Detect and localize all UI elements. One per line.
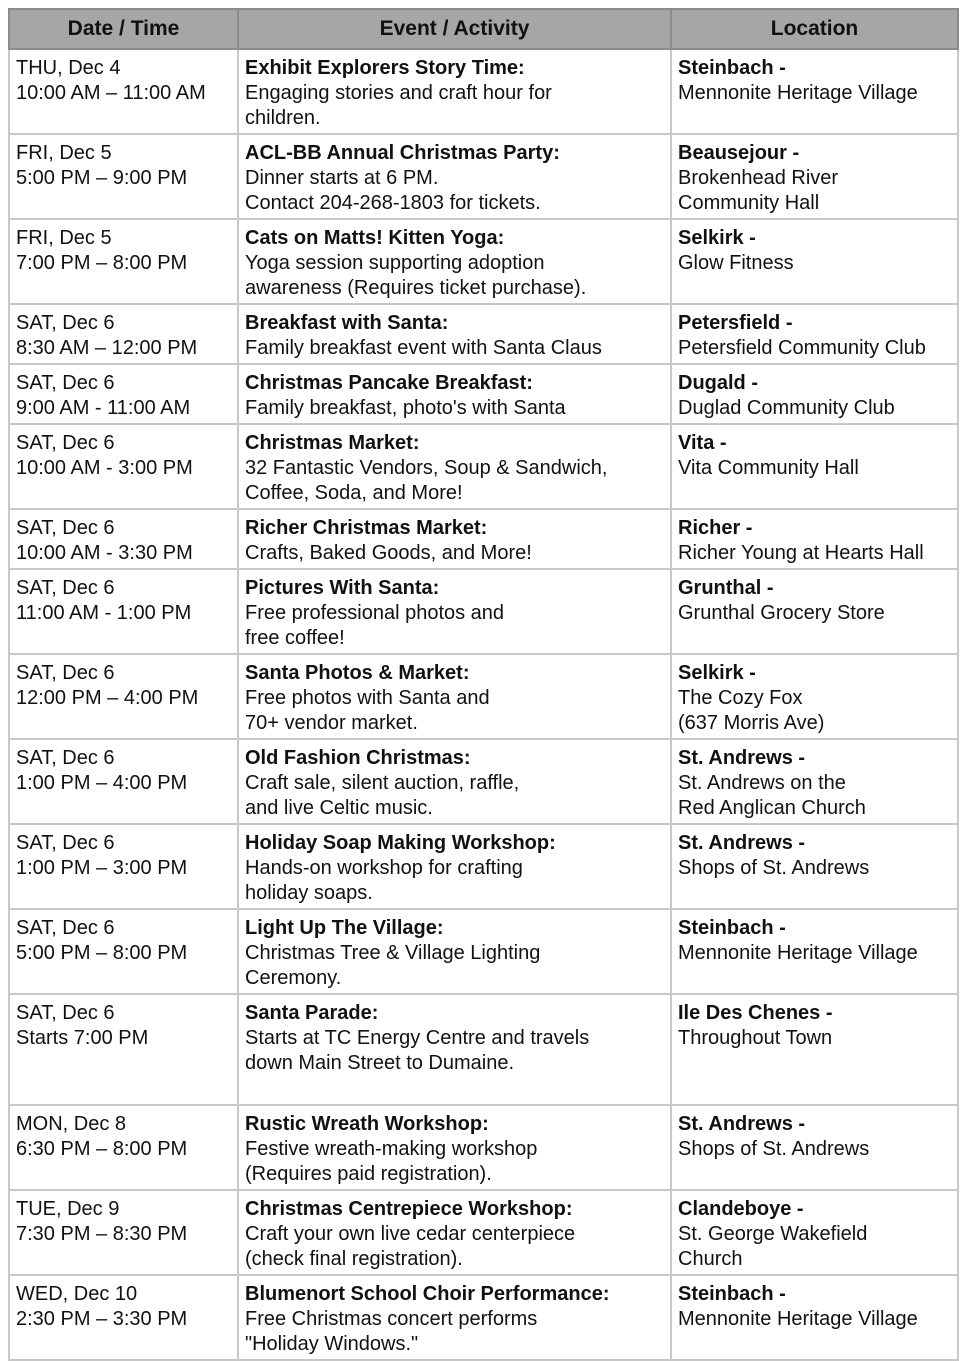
table-row	[9, 134, 958, 219]
event-day: SAT, Dec 6	[16, 312, 115, 334]
date-time-cell	[9, 364, 238, 424]
event-description: Starts at TC Energy Centre and travels down Main Street to Dumaine.	[245, 1027, 590, 1074]
event-cell	[238, 424, 671, 509]
event-cell	[238, 1275, 671, 1360]
location-venue: Shops of St. Andrews	[678, 857, 870, 879]
location-venue: Mennonite Heritage Village	[678, 1308, 918, 1330]
event-day: SAT, Dec 6	[16, 662, 115, 684]
event-time: 1:00 PM – 4:00 PM	[16, 772, 188, 794]
location-cell	[671, 569, 958, 654]
event-day: SAT, Dec 6	[16, 372, 115, 394]
event-title: ACL-BB Annual Christmas Party:	[245, 142, 560, 164]
event-title: Christmas Market:	[245, 432, 420, 454]
event-cell	[238, 654, 671, 739]
header-location: Location	[671, 9, 958, 49]
event-cell	[238, 824, 671, 909]
event-day: SAT, Dec 6	[16, 747, 115, 769]
events-body	[9, 49, 958, 1360]
event-cell	[238, 994, 671, 1105]
location-town: Ile Des Chenes -	[678, 1002, 833, 1024]
event-day: THU, Dec 4	[16, 57, 121, 79]
event-time: 7:30 PM – 8:30 PM	[16, 1223, 188, 1245]
table-row	[9, 49, 958, 134]
table-row	[9, 739, 958, 824]
location-venue: The Cozy Fox (637 Morris Ave)	[678, 687, 825, 734]
header-event-activity: Event / Activity	[238, 9, 671, 49]
event-day: WED, Dec 10	[16, 1283, 138, 1305]
event-time: 10:00 AM – 11:00 AM	[16, 82, 206, 104]
event-title: Breakfast with Santa:	[245, 312, 449, 334]
date-time-cell	[9, 994, 238, 1105]
location-venue: St. Andrews on the Red Anglican Church	[678, 772, 866, 819]
event-description: Free professional photos and free coffee!	[245, 602, 505, 649]
location-cell	[671, 994, 958, 1105]
date-time-cell	[9, 1275, 238, 1360]
event-cell	[238, 909, 671, 994]
location-cell	[671, 219, 958, 304]
table-row	[9, 424, 958, 509]
table-row	[9, 364, 958, 424]
event-cell	[238, 739, 671, 824]
date-time-cell	[9, 654, 238, 739]
event-title: Richer Christmas Market:	[245, 517, 488, 539]
location-venue: St. George Wakefield Church	[678, 1223, 868, 1270]
event-cell	[238, 219, 671, 304]
event-title: Santa Parade:	[245, 1002, 379, 1024]
location-town: Dugald -	[678, 372, 758, 394]
event-description: Dinner starts at 6 PM. Contact 204-268-1803 for tickets.	[245, 167, 541, 214]
table-row	[9, 824, 958, 909]
table-row	[9, 569, 958, 654]
date-time-cell	[9, 824, 238, 909]
location-cell	[671, 509, 958, 569]
event-time: 11:00 AM - 1:00 PM	[16, 602, 192, 624]
header-row	[9, 9, 958, 49]
table-row	[9, 1190, 958, 1275]
location-cell	[671, 1105, 958, 1190]
location-venue: Shops of St. Andrews	[678, 1138, 870, 1160]
date-time-cell	[9, 1190, 238, 1275]
location-town: Steinbach -	[678, 917, 786, 939]
date-time-cell	[9, 1105, 238, 1190]
event-description: Craft your own live cedar centerpiece (check final registration).	[245, 1223, 576, 1270]
table-row	[9, 909, 958, 994]
events-table	[8, 8, 959, 1361]
date-time-cell	[9, 134, 238, 219]
event-time: 7:00 PM – 8:00 PM	[16, 252, 188, 274]
location-cell	[671, 824, 958, 909]
event-cell	[238, 1105, 671, 1190]
event-time: 10:00 AM - 3:30 PM	[16, 542, 193, 564]
event-day: SAT, Dec 6	[16, 917, 115, 939]
event-day: SAT, Dec 6	[16, 432, 115, 454]
event-cell	[238, 49, 671, 134]
location-venue: Brokenhead River Community Hall	[678, 167, 839, 214]
event-cell	[238, 134, 671, 219]
date-time-cell	[9, 509, 238, 569]
location-town: Petersfield -	[678, 312, 793, 334]
location-cell	[671, 739, 958, 824]
event-description: Craft sale, silent auction, raffle, and live Celtic music.	[245, 772, 520, 819]
location-cell	[671, 1275, 958, 1360]
location-cell	[671, 909, 958, 994]
event-time: 8:30 AM – 12:00 PM	[16, 337, 198, 359]
event-title: Christmas Centrepiece Workshop:	[245, 1198, 573, 1220]
date-time-cell	[9, 49, 238, 134]
location-cell	[671, 304, 958, 364]
event-description: Free Christmas concert performs "Holiday Windows."	[245, 1308, 538, 1355]
event-title: Cats on Matts! Kitten Yoga:	[245, 227, 505, 249]
location-venue: Mennonite Heritage Village	[678, 82, 918, 104]
location-town: Grunthal -	[678, 577, 774, 599]
event-cell	[238, 364, 671, 424]
event-description: Festive wreath-making workshop (Requires paid registration).	[245, 1138, 538, 1185]
event-title: Rustic Wreath Workshop:	[245, 1113, 489, 1135]
event-time: 1:00 PM – 3:00 PM	[16, 857, 188, 879]
event-day: MON, Dec 8	[16, 1113, 127, 1135]
event-time: 6:30 PM – 8:00 PM	[16, 1138, 188, 1160]
event-description: Crafts, Baked Goods, and More!	[245, 542, 532, 564]
event-cell	[238, 569, 671, 654]
table-row	[9, 509, 958, 569]
event-title: Light Up The Village:	[245, 917, 444, 939]
event-day: SAT, Dec 6	[16, 832, 115, 854]
location-venue: Grunthal Grocery Store	[678, 602, 885, 624]
event-cell	[238, 304, 671, 364]
event-day: SAT, Dec 6	[16, 517, 115, 539]
date-time-cell	[9, 739, 238, 824]
date-time-cell	[9, 219, 238, 304]
location-venue: Mennonite Heritage Village	[678, 942, 918, 964]
table-row	[9, 1275, 958, 1360]
table-row	[9, 1105, 958, 1190]
location-cell	[671, 134, 958, 219]
location-town: Vita -	[678, 432, 727, 454]
event-day: TUE, Dec 9	[16, 1198, 120, 1220]
date-time-cell	[9, 909, 238, 994]
location-venue: Glow Fitness	[678, 252, 794, 274]
location-town: Steinbach -	[678, 57, 786, 79]
event-time: Starts 7:00 PM	[16, 1027, 149, 1049]
event-description: Family breakfast, photo's with Santa	[245, 397, 566, 419]
location-town: Clandeboye -	[678, 1198, 804, 1220]
event-description: Christmas Tree & Village Lighting Ceremony.	[245, 942, 541, 989]
event-time: 2:30 PM – 3:30 PM	[16, 1308, 188, 1330]
location-town: St. Andrews -	[678, 1113, 806, 1135]
event-description: Free photos with Santa and 70+ vendor market.	[245, 687, 490, 734]
event-title: Santa Photos & Market:	[245, 662, 470, 684]
location-town: Beausejour -	[678, 142, 800, 164]
location-venue: Vita Community Hall	[678, 457, 859, 479]
event-time: 5:00 PM – 9:00 PM	[16, 167, 188, 189]
event-description: Family breakfast event with Santa Claus	[245, 337, 602, 359]
date-time-cell	[9, 424, 238, 509]
event-time: 10:00 AM - 3:00 PM	[16, 457, 193, 479]
event-time: 9:00 AM - 11:00 AM	[16, 397, 191, 419]
event-description: Engaging stories and craft hour for children.	[245, 82, 552, 129]
event-description: Hands-on workshop for crafting holiday soaps.	[245, 857, 523, 904]
location-venue: Throughout Town	[678, 1027, 833, 1049]
event-title: Exhibit Explorers Story Time:	[245, 57, 525, 79]
location-cell	[671, 654, 958, 739]
table-row	[9, 219, 958, 304]
event-day: SAT, Dec 6	[16, 1002, 115, 1024]
table-row	[9, 304, 958, 364]
location-town: Selkirk -	[678, 662, 756, 684]
event-title: Old Fashion Christmas:	[245, 747, 471, 769]
date-time-cell	[9, 304, 238, 364]
event-title: Holiday Soap Making Workshop:	[245, 832, 556, 854]
event-title: Blumenort School Choir Performance:	[245, 1283, 610, 1305]
location-town: Selkirk -	[678, 227, 756, 249]
location-town: St. Andrews -	[678, 832, 806, 854]
event-description: 32 Fantastic Vendors, Soup & Sandwich, Coffee, Soda, and More!	[245, 457, 608, 504]
event-cell	[238, 1190, 671, 1275]
location-town: Steinbach -	[678, 1283, 786, 1305]
date-time-cell	[9, 569, 238, 654]
event-description: Yoga session supporting adoption awareness (Requires ticket purchase).	[245, 252, 587, 299]
location-town: Richer -	[678, 517, 753, 539]
location-town: St. Andrews -	[678, 747, 806, 769]
location-venue: Petersfield Community Club	[678, 337, 926, 359]
event-time: 5:00 PM – 8:00 PM	[16, 942, 188, 964]
table-row	[9, 994, 958, 1105]
header-date-time: Date / Time	[9, 9, 238, 49]
event-title: Christmas Pancake Breakfast:	[245, 372, 533, 394]
event-day: FRI, Dec 5	[16, 227, 112, 249]
location-venue: Duglad Community Club	[678, 397, 895, 419]
event-day: SAT, Dec 6	[16, 577, 115, 599]
location-cell	[671, 1190, 958, 1275]
location-cell	[671, 424, 958, 509]
event-day: FRI, Dec 5	[16, 142, 112, 164]
location-venue: Richer Young at Hearts Hall	[678, 542, 924, 564]
event-cell	[238, 509, 671, 569]
location-cell	[671, 364, 958, 424]
event-title: Pictures With Santa:	[245, 577, 440, 599]
table-row	[9, 654, 958, 739]
event-time: 12:00 PM – 4:00 PM	[16, 687, 199, 709]
location-cell	[671, 49, 958, 134]
